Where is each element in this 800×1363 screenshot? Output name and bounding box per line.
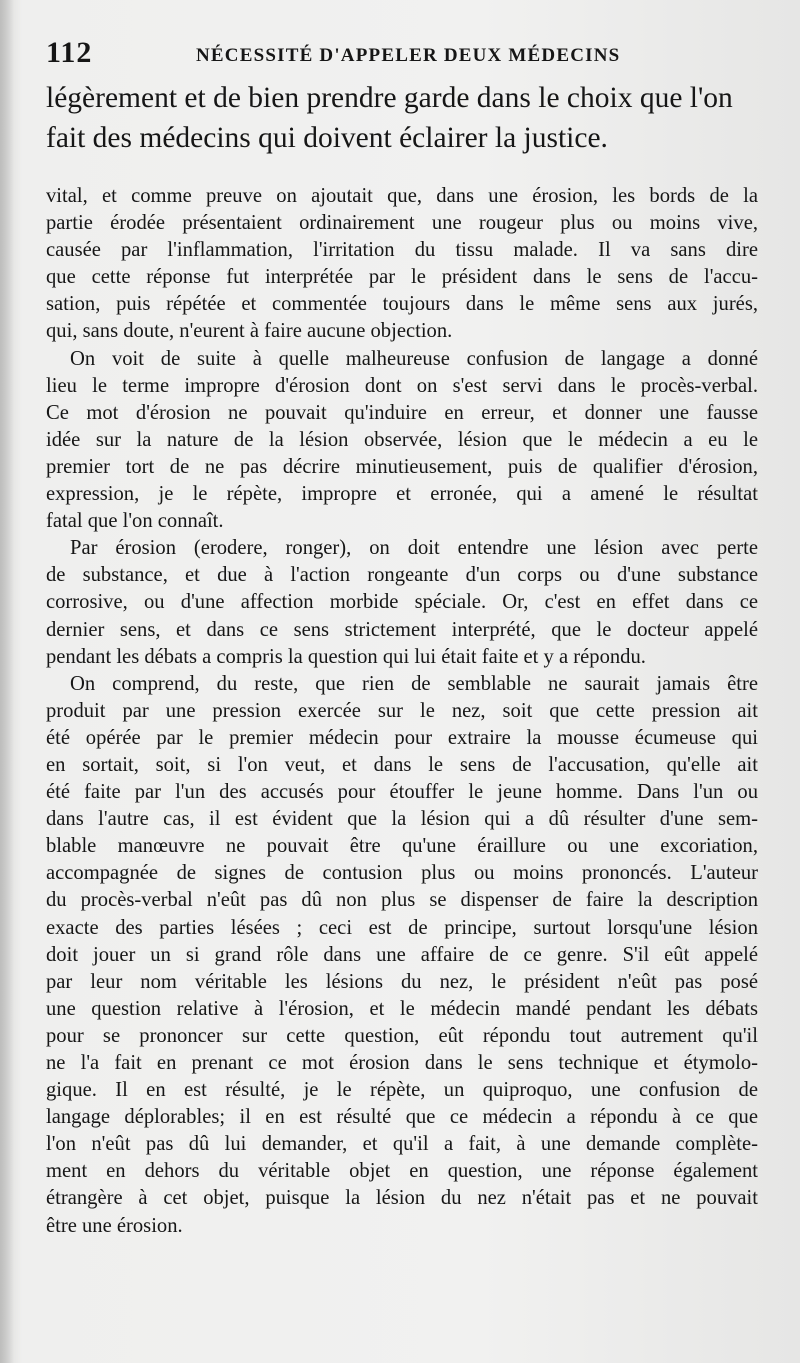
text-line: corrosive, ou d'une affection morbide spéciale. Or, c'est en effet dans ce — [46, 591, 758, 614]
text-line: expression, je le répète, impropre et erronée, qui a amené le résultat — [46, 483, 758, 506]
text-line: fatal que l'on connaît. — [46, 510, 224, 533]
text-line: dans l'autre cas, il est évident que la lésion qui a dû résulter d'une sem- — [46, 808, 758, 831]
text-line: l'on n'eût pas dû lui demander, et qu'il a fait, à une demande complète- — [46, 1133, 758, 1156]
text-line: partie érodée présentaient ordinairement une rougeur plus ou moins vive, — [46, 212, 758, 235]
lead-line: légèrement et de bien prendre garde dans le choix que l'on — [46, 82, 733, 114]
page-gutter-shadow — [0, 0, 14, 1363]
text-line: langage déplorables; il en est résulté que ce médecin a répondu à ce que — [46, 1106, 758, 1129]
paragraph — [46, 535, 758, 670]
text-line: étrangère à cet objet, puisque la lésion du nez n'était pas et ne pouvait — [46, 1187, 758, 1210]
text-line: exacte des parties lésées ; ceci est de principe, surtout lorsqu'une lésion — [46, 916, 758, 939]
text-line: On comprend, du reste, que rien de semblable ne saurait jamais être — [70, 672, 758, 695]
text-line: qui, sans doute, n'eurent à faire aucune objection. — [46, 320, 453, 343]
text-line: vital, et comme preuve on ajoutait que, dans une érosion, les bords de la — [46, 185, 758, 207]
page-number: 112 — [46, 36, 93, 69]
text-line: en sortait, soit, si l'on veut, et dans le sens de l'accusation, qu'elle ait — [46, 753, 758, 776]
text-line: blable manœuvre ne pouvait être qu'une éraillure ou une excoriation, — [46, 835, 758, 858]
text-line: produit par une pression exercée sur le nez, soit que cette pression ait — [46, 699, 758, 722]
text-line: ment en dehors du véritable objet en question, une réponse également — [46, 1160, 758, 1183]
text-line: pour se prononcer sur cette question, eût répondu tout autrement qu'il — [46, 1024, 758, 1047]
text-line: ne l'a fait en prenant ce mot érosion dans le sens technique et étymolo- — [46, 1052, 758, 1074]
paragraph — [46, 183, 758, 346]
text-line: On voit de suite à quelle malheureuse confusion de langage a donné — [70, 347, 758, 370]
body-text — [46, 183, 758, 1240]
text-line: causée par l'inflammation, l'irritation du tissu malade. Il va sans dire — [46, 239, 758, 262]
paragraph — [46, 346, 758, 536]
text-line: premier tort de ne pas décrire minutieusement, puis de qualifier d'érosion, — [46, 455, 758, 478]
text-line: accompagnée de signes de contusion plus ou moins prononcés. L'auteur — [46, 862, 758, 885]
text-line: gique. Il en est résulté, je le répète, un quiproquo, une confusion de — [46, 1079, 758, 1102]
lead-line: fait des médecins qui doivent éclairer la justice. — [46, 122, 608, 154]
lead-text — [46, 78, 758, 158]
text-line: pendant les débats a compris la question qui lui était faite et y a répondu. — [46, 645, 646, 668]
text-line: Par érosion (erodere, ronger), on doit entendre une lésion avec perte — [70, 537, 758, 560]
text-line: de substance, et due à l'action rongeante d'un corps ou d'une substance — [46, 564, 758, 587]
text-line: une question relative à l'érosion, et le médecin mandé pendant les débats — [46, 997, 758, 1020]
text-line: doit jouer un si grand rôle dans une affaire de ce genre. S'il eût appelé — [46, 943, 758, 966]
text-line: du procès-verbal n'eût pas dû non plus se dispenser de faire la description — [46, 889, 758, 912]
text-line: que cette réponse fut interprétée par le président dans le sens de l'accu- — [46, 266, 758, 289]
text-line: idée sur la nature de la lésion observée, lésion que le médecin a eu le — [46, 428, 758, 451]
paragraph — [46, 671, 758, 1240]
text-line: dernier sens, et dans ce sens strictement interprété, que le docteur appelé — [46, 618, 758, 641]
text-line: Ce mot d'érosion ne pouvait qu'induire en erreur, et donner une fausse — [46, 401, 758, 424]
text-line: sation, puis répétée et commentée toujours dans le même sens aux jurés, — [46, 293, 758, 316]
text-line: par leur nom véritable les lésions du nez, le président n'eût pas posé — [46, 970, 758, 993]
page-header — [46, 36, 756, 70]
text-line: été faite par l'un des accusés pour étouffer le jeune homme. Dans l'un ou — [46, 781, 758, 804]
text-line: être une érosion. — [46, 1214, 183, 1237]
running-title: NÉCESSITÉ D'APPELER DEUX MÉDECINS — [196, 45, 621, 66]
text-line: été opérée par le premier médecin pour extraire la mousse écumeuse qui — [46, 726, 758, 749]
text-line: lieu le terme impropre d'érosion dont on s'est servi dans le procès-verbal. — [46, 374, 758, 397]
